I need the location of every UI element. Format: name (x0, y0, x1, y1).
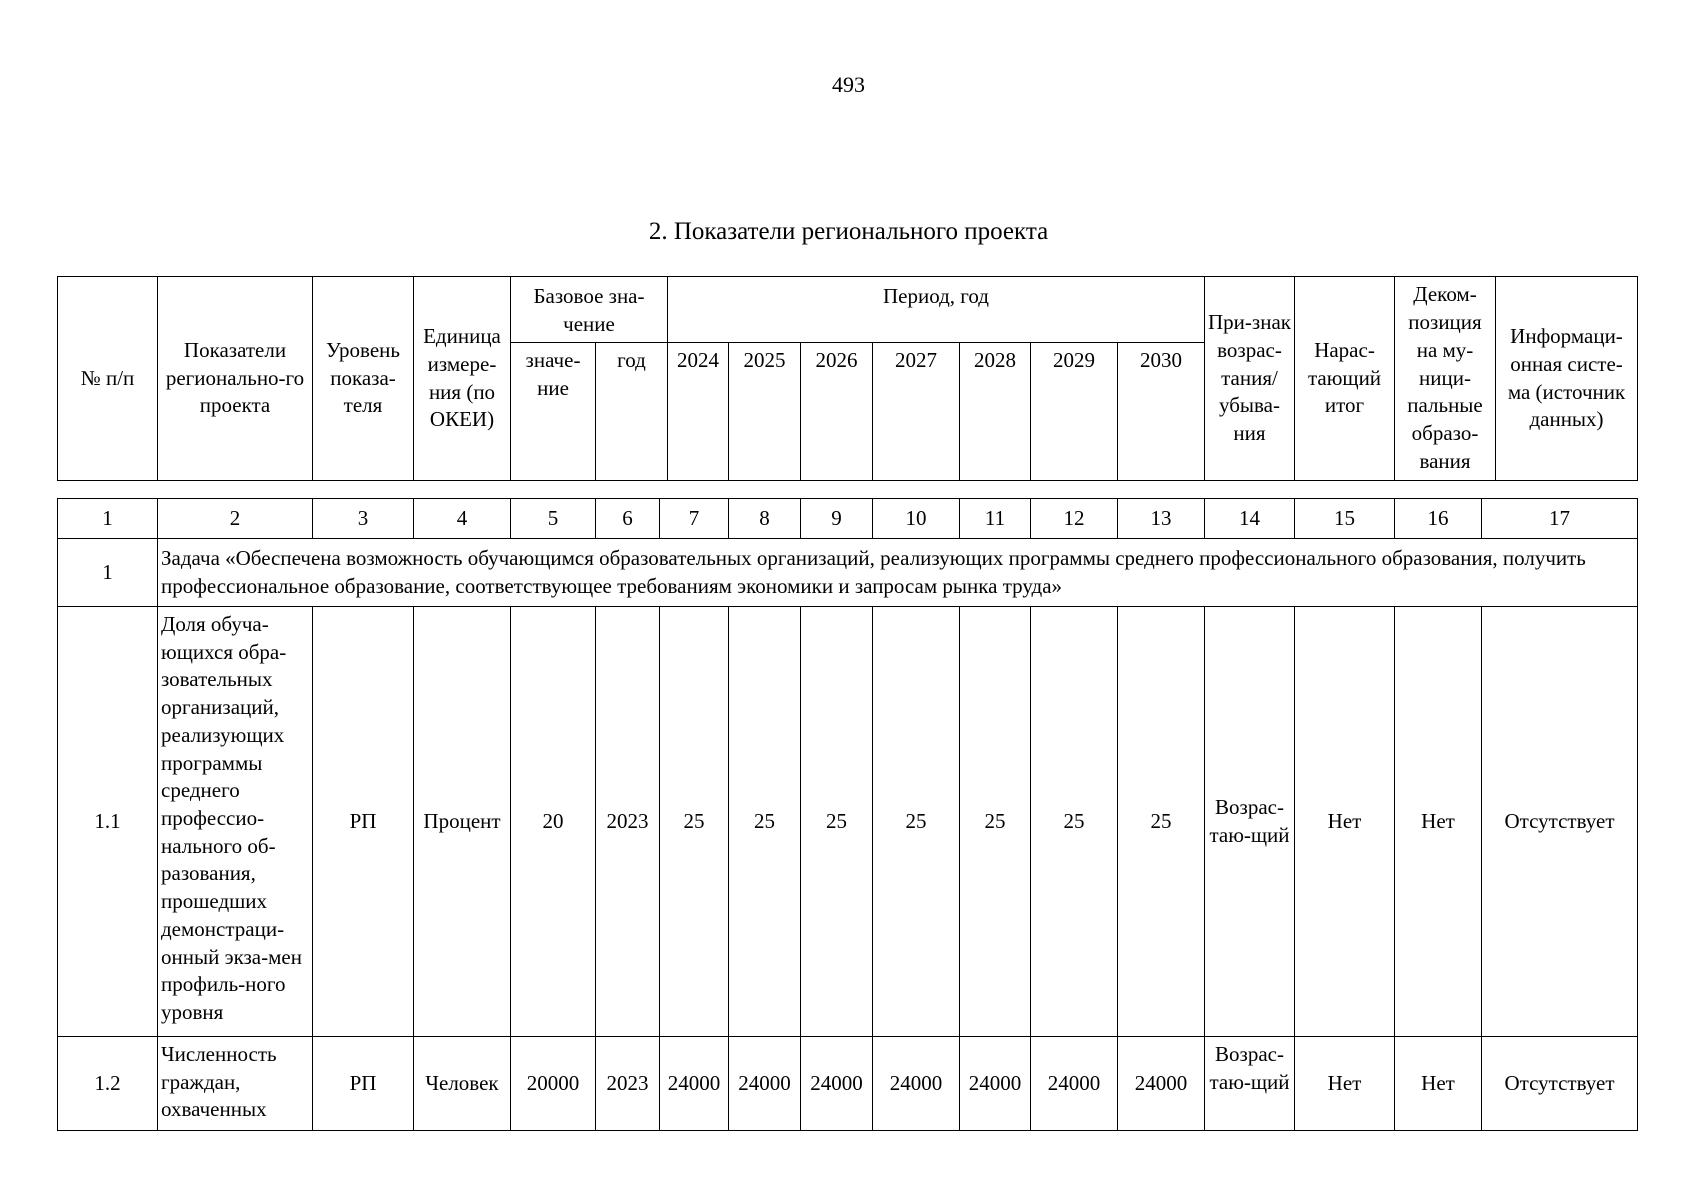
row-decomposition: Нет (1395, 1037, 1482, 1131)
header-decomposition: Деком-позиция на му-ници-пальные образо-вания (1395, 277, 1496, 481)
row-year-value: 24000 (960, 1037, 1031, 1131)
column-number: 13 (1118, 499, 1205, 539)
row-sign: Возрас-таю-щий (1205, 607, 1295, 1037)
column-number: 14 (1205, 499, 1295, 539)
header-info-system: Информаци-онная систе-ма (источник данных) (1496, 277, 1638, 481)
column-number: 6 (596, 499, 660, 539)
header-level: Уровень показа-теля (313, 277, 414, 481)
column-number: 16 (1395, 499, 1482, 539)
row-unit: Процент (414, 607, 511, 1037)
indicators-table-header (57, 276, 1638, 481)
row-cumulative: Нет (1295, 607, 1395, 1037)
row-base-value: 20000 (511, 1037, 596, 1131)
header-base-year: год (596, 343, 668, 481)
column-number: 1 (58, 499, 158, 539)
row-info-system: Отсутствует (1482, 1037, 1638, 1131)
row-num: 1.2 (58, 1037, 158, 1131)
header-year: 2028 (960, 343, 1031, 481)
row-year-value: 24000 (1118, 1037, 1205, 1131)
column-number: 8 (729, 499, 801, 539)
row-sign: Возрас-таю-щий (1205, 1037, 1295, 1131)
row-year-value: 25 (660, 607, 729, 1037)
row-level: РП (313, 607, 414, 1037)
row-year-value: 25 (729, 607, 801, 1037)
header-year: 2027 (873, 343, 960, 481)
task-text: Задача «Обеспечена возможность обучающимся образовательных организаций, реализующих программы среднего профессионального образования, получить профессиональное образование, соответствующее требованиям экономики и запросам рынка труда» (158, 539, 1638, 607)
row-cumulative: Нет (1295, 1037, 1395, 1131)
column-number: 10 (873, 499, 960, 539)
row-year-value: 25 (1031, 607, 1118, 1037)
column-number: 7 (660, 499, 729, 539)
row-year-value: 24000 (801, 1037, 873, 1131)
header-base: Базовое зна-чение (511, 277, 668, 343)
header-sign: При-знак возрас-тания/ убыва-ния (1205, 277, 1295, 481)
header-year: 2025 (729, 343, 801, 481)
row-unit: Человек (414, 1037, 511, 1131)
column-number: 12 (1031, 499, 1118, 539)
row-indicator: Численность граждан, охваченных (158, 1037, 313, 1131)
row-year-value: 24000 (660, 1037, 729, 1131)
row-year-value: 24000 (873, 1037, 960, 1131)
table-row (58, 1037, 1638, 1131)
header-year: 2026 (801, 343, 873, 481)
column-number: 17 (1482, 499, 1638, 539)
column-number: 15 (1295, 499, 1395, 539)
section-title: 2. Показатели регионального проекта (648, 218, 1049, 245)
task-row (58, 539, 1638, 607)
task-num: 1 (58, 539, 158, 607)
row-year-value: 25 (960, 607, 1031, 1037)
header-year: 2029 (1031, 343, 1118, 481)
header-num: № п/п (58, 277, 158, 481)
row-base-year: 2023 (596, 1037, 660, 1131)
column-number: 4 (414, 499, 511, 539)
column-numbers-row (58, 499, 1638, 539)
header-indicators: Показатели регионально-го проекта (158, 277, 313, 481)
header-year: 2030 (1118, 343, 1205, 481)
header-period: Период, год (668, 277, 1205, 343)
column-number: 3 (313, 499, 414, 539)
table-row (58, 607, 1638, 1037)
row-info-system: Отсутствует (1482, 607, 1638, 1037)
row-year-value: 25 (873, 607, 960, 1037)
row-year-value: 25 (1118, 607, 1205, 1037)
row-year-value: 25 (801, 607, 873, 1037)
row-num: 1.1 (58, 607, 158, 1037)
column-number: 9 (801, 499, 873, 539)
column-number: 11 (960, 499, 1031, 539)
row-year-value: 24000 (1031, 1037, 1118, 1131)
indicators-table-body (57, 498, 1638, 1131)
column-number: 5 (511, 499, 596, 539)
header-year: 2024 (668, 343, 729, 481)
row-level: РП (313, 1037, 414, 1131)
header-unit: Единица измере-ния (по ОКЕИ) (414, 277, 511, 481)
row-base-year: 2023 (596, 607, 660, 1037)
column-number: 2 (158, 499, 313, 539)
row-decomposition: Нет (1395, 607, 1482, 1037)
row-year-value: 24000 (729, 1037, 801, 1131)
header-cumulative: Нарас-тающий итог (1295, 277, 1395, 481)
page-number: 493 (832, 72, 865, 97)
row-base-value: 20 (511, 607, 596, 1037)
row-indicator: Доля обуча-ющихся обра-зовательных организаций, реализующих программы среднего профессио-нального об-разования, прошедших демонстраци-онный экза-мен профиль-ного уровня (158, 607, 313, 1037)
header-base-value: значе-ние (511, 343, 596, 481)
